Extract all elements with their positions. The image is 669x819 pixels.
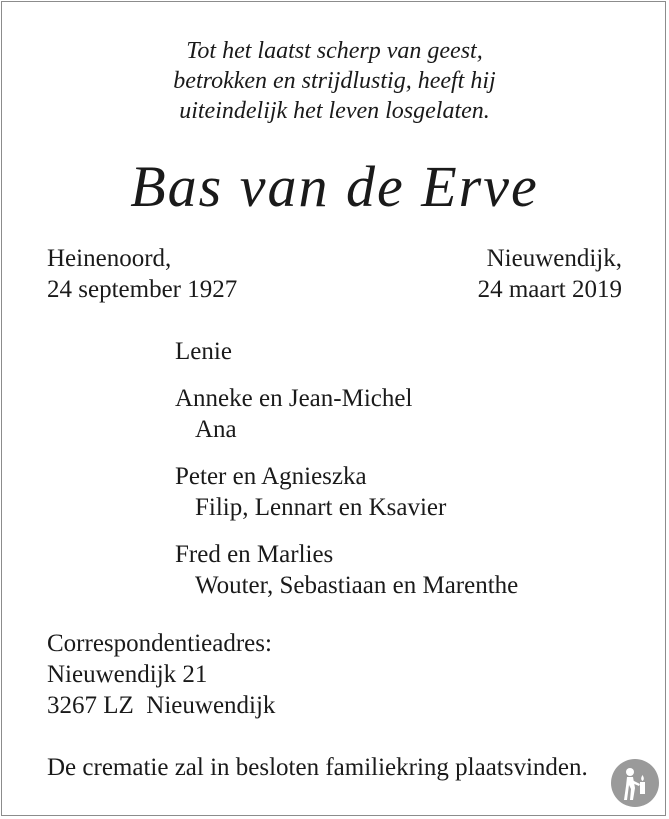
family-children: Wouter, Sebastiaan en Marenthe xyxy=(195,572,519,599)
address-street: Nieuwendijk 21 xyxy=(47,661,208,688)
motto-line-2: betrokken en strijdlustig, heeft hij xyxy=(173,68,496,94)
motto-line-3: uiteindelijk het leven losgelaten. xyxy=(179,98,490,124)
family-children: Filip, Lennart en Ksavier xyxy=(195,494,447,521)
address-label: Correspondentieadres: xyxy=(47,630,272,657)
birth-info xyxy=(47,243,237,305)
death-place: Nieuwendijk, xyxy=(486,245,622,272)
correspondence-address xyxy=(47,628,275,721)
birth-date: 24 september 1927 xyxy=(47,276,238,303)
family-member: Anneke en Jean-Michel xyxy=(175,385,413,412)
deceased-name: Bas van de Erve xyxy=(130,154,539,219)
family-member: Peter en Agnieszka xyxy=(175,463,367,490)
birth-place: Heinenoord, xyxy=(47,245,172,272)
closing-text: De crematie zal in besloten familiekring plaatsvinden. xyxy=(47,754,588,781)
family-group xyxy=(175,539,518,601)
family-group xyxy=(175,461,518,523)
candle-person-icon-svg xyxy=(610,758,660,808)
family-member: Fred en Marlies xyxy=(175,541,334,568)
family-group xyxy=(175,336,518,367)
candle-person-icon xyxy=(610,758,660,808)
family-list xyxy=(175,336,518,617)
death-info xyxy=(478,243,622,305)
motto-line-1: Tot het laatst scherp van geest, xyxy=(186,38,483,64)
death-date: 24 maart 2019 xyxy=(477,276,622,303)
family-children: Ana xyxy=(195,416,237,443)
motto xyxy=(0,36,669,126)
family-member: Lenie xyxy=(175,338,232,365)
address-postal: 3267 LZ Nieuwendijk xyxy=(47,692,276,719)
family-group xyxy=(175,383,518,445)
